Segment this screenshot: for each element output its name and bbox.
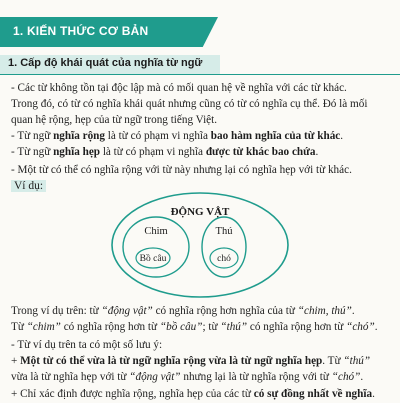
section-title: 1. KIẾN THỨC CƠ BẢN <box>13 24 149 38</box>
diagram-right-inner-label: chó <box>217 254 231 264</box>
diagram-right-label: Thú <box>215 226 233 237</box>
note-1-line-2: vừa là từ nghĩa hẹp với từ “động vật” nhưng lại là từ nghĩa rộng với từ “chó”. <box>11 371 364 383</box>
notes-intro: - Từ ví dụ trên ta có một số lưu ý: <box>11 339 163 351</box>
wide-meaning-definition: - Từ ngữ nghĩa rộng là từ có phạm vi nghĩa bao hàm nghĩa của từ khác. <box>11 130 344 142</box>
intro-line-1: - Các từ không tồn tại độc lập mà có mối quan hệ về nghĩa với các từ khác. <box>11 82 347 94</box>
intro-line-2: Trong đó, có từ có nghĩa khái quát nhưng cũng có từ có nghĩa cụ thể. Đó là mối <box>11 98 368 110</box>
diagram-left-inner-label: Bồ câu <box>139 254 167 264</box>
explain-line-2: Từ “chim” có nghĩa rộng hơn từ “bồ câu”; từ “thú” có nghĩa rộng hơn từ “chó”. <box>11 321 378 333</box>
intro-line-3: quan hệ rộng, hẹp của từ ngữ trong tiếng Việt. <box>11 114 218 126</box>
explain-line-1: Trong ví dụ trên: từ “động vật” có nghĩa rộng hơn nghĩa của từ “chim, thú”. <box>11 305 355 317</box>
diagram-outer-label: ĐỘNG VẬT <box>170 206 230 218</box>
relative-meaning-note: - Một từ có thể có nghĩa rộng với từ này nhưng lại có nghĩa hẹp với từ khác. <box>11 164 352 176</box>
note-2: + Chỉ xác định được nghĩa rộng, nghĩa hẹp của các từ có sự đồng nhất về nghĩa. <box>11 388 375 400</box>
subsection-title: 1. Cấp độ khái quát của nghĩa từ ngữ <box>8 57 203 69</box>
narrow-meaning-definition: - Từ ngữ nghĩa hẹp là từ có phạm vi nghĩa được từ khác bao chứa. <box>11 146 319 158</box>
diagram-left-label: Chim <box>144 226 168 237</box>
example-label: Ví dụ: <box>11 180 46 192</box>
note-1-line-1: + Một từ có thể vừa là từ ngữ nghĩa rộng vừa là từ ngữ nghĩa hẹp. Từ “thú” <box>11 355 371 367</box>
